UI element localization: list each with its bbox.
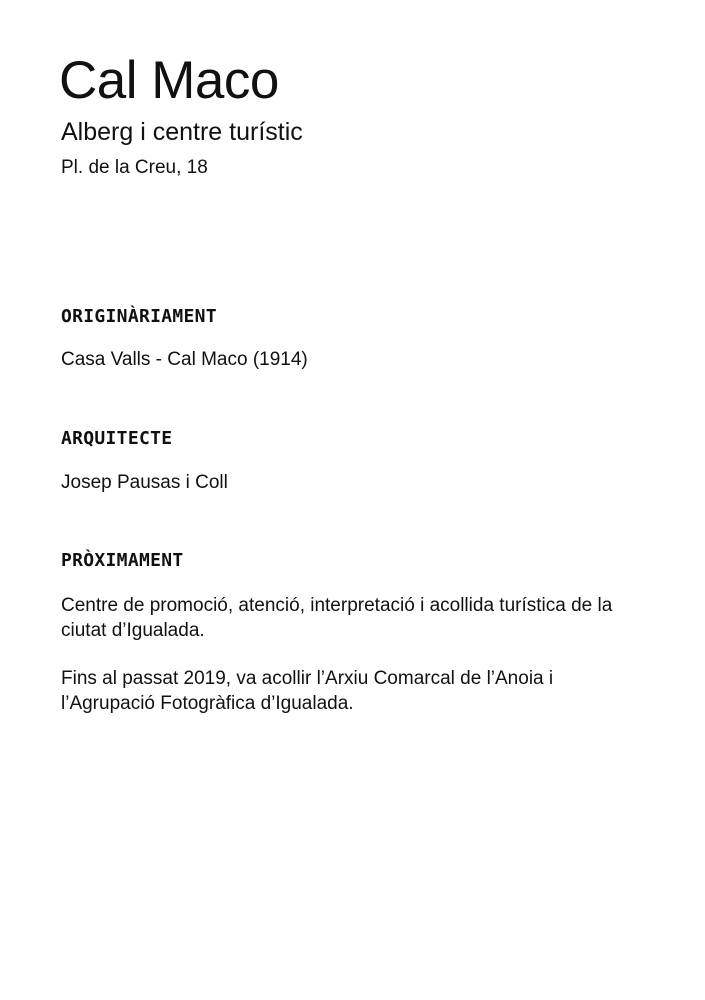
page-subtitle: Alberg i centre turístic bbox=[61, 118, 303, 146]
section-heading-proximament: PRÒXIMAMENT bbox=[61, 550, 184, 571]
section-text-proximament: Centre de promoció, atenció, interpretació i acollida turística de la ciutat d’Igualada. bbox=[61, 595, 613, 641]
section-text-history: Fins al passat 2019, va acollir l’Arxiu Comarcal de l’Anoia i l’Agrupació Fotogràfica d’Igualada. bbox=[61, 668, 554, 714]
page-title: Cal Maco bbox=[59, 51, 279, 110]
section-text-arquitecte: Josep Pausas i Coll bbox=[61, 472, 228, 493]
section-heading-originariament: ORIGINÀRIAMENT bbox=[61, 306, 217, 327]
section-text-originariament: Casa Valls - Cal Maco (1914) bbox=[61, 349, 308, 370]
section-heading-arquitecte: ARQUITECTE bbox=[61, 428, 173, 449]
address: Pl. de la Creu, 18 bbox=[61, 157, 208, 178]
